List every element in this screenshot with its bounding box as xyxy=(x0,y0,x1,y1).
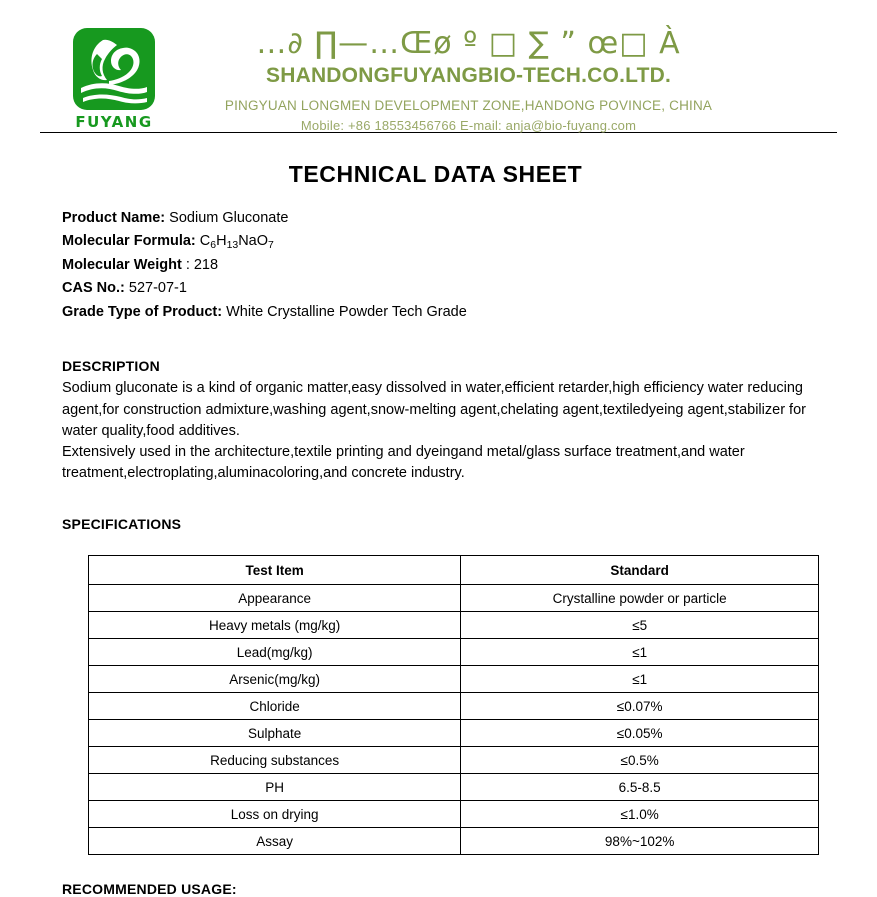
cell-test-item: Reducing substances xyxy=(89,747,461,774)
cell-standard: ≤0.07% xyxy=(461,693,819,720)
table-header-row xyxy=(89,556,819,585)
property-value: Sodium Gluconate xyxy=(169,210,289,226)
property-value: : 218 xyxy=(185,256,219,273)
cell-test-item: Heavy metals (mg/kg) xyxy=(89,612,461,639)
table-row xyxy=(89,639,819,666)
description-text xyxy=(62,378,817,484)
specifications-table-body xyxy=(89,585,819,855)
cell-standard: ≤5 xyxy=(461,612,819,639)
cell-standard: 98%~102% xyxy=(461,828,819,855)
company-name-latin: SHANDONGFUYANGBIO-TECH.CO.LTD. xyxy=(266,64,671,88)
cell-test-item: PH xyxy=(89,774,461,801)
property-row xyxy=(62,301,817,324)
table-row xyxy=(89,828,819,855)
property-value-formula: $C_6H_{13}NaO_7$ xyxy=(199,233,274,252)
letterhead xyxy=(0,0,877,134)
cell-standard: 6.5-8.5 xyxy=(461,774,819,801)
table-row xyxy=(89,801,819,828)
specifications-heading: SPECIFICATIONS xyxy=(62,516,182,533)
company-contact: Mobile: +86 18553456766 E-mail: anja@bio-fuyang.com xyxy=(300,118,637,134)
recommended-usage-heading: RECOMMENDED USAGE: xyxy=(62,881,237,897)
column-header-standard: Standard xyxy=(461,556,819,585)
company-name-cjk: …∂ ∏—…Œø º □ ∑ ” œ□ À xyxy=(256,26,681,61)
letterhead-text xyxy=(170,24,837,133)
cell-test-item: Lead(mg/kg) xyxy=(89,639,461,666)
property-row xyxy=(62,207,817,230)
cell-standard: ≤1 xyxy=(461,666,819,693)
cell-test-item: Sulphate xyxy=(89,720,461,747)
cell-test-item: Assay xyxy=(89,828,461,855)
property-label: Product Name: xyxy=(62,210,166,226)
property-label: Grade Type of Product: xyxy=(62,303,223,320)
property-value: White Crystalline Powder Tech Grade xyxy=(226,303,467,320)
cell-standard: Crystalline powder or particle xyxy=(461,585,819,612)
page-title: TECHNICAL DATA SHEET xyxy=(288,161,583,187)
cell-test-item: Chloride xyxy=(89,693,461,720)
specifications-table xyxy=(88,555,819,855)
document-body xyxy=(0,161,877,532)
property-row xyxy=(62,254,817,277)
table-row xyxy=(89,774,819,801)
table-row xyxy=(89,585,819,612)
table-row xyxy=(89,666,819,693)
property-row xyxy=(62,230,817,253)
table-row xyxy=(89,612,819,639)
property-value: 527-07-1 xyxy=(128,280,187,297)
table-row xyxy=(89,693,819,720)
cell-standard: ≤0.05% xyxy=(461,720,819,747)
description-heading: DESCRIPTION xyxy=(62,358,160,375)
description-paragraph: Sodium gluconate is a kind of organic matter,easy dissolved in water,efficient retarder,high efficiency water reducing agent,for construction admixture,washing agent,snow-melting agent,chelating agent,textiledyeing agent,stabilizer for water quality,food additives. xyxy=(62,380,806,439)
property-label: Molecular Formula: xyxy=(62,233,196,250)
property-label: Molecular Weight xyxy=(62,256,182,273)
cell-test-item: Appearance xyxy=(89,585,461,612)
cell-standard: ≤1 xyxy=(461,639,819,666)
property-label: CAS No.: xyxy=(62,280,125,297)
cell-standard: ≤0.5% xyxy=(461,747,819,774)
cell-test-item: Arsenic(mg/kg) xyxy=(89,666,461,693)
property-row xyxy=(62,277,817,300)
description-paragraph: Extensively used in the architecture,textile printing and dyeingand metal/glass surface treatment,and water treatment,electroplating,aluminacoloring,and concrete industry. xyxy=(62,443,745,482)
cell-standard: ≤1.0% xyxy=(461,801,819,828)
fuyang-wave-logo-icon xyxy=(73,28,155,110)
logo-wordmark: FUYANG xyxy=(75,113,153,131)
column-header-test-item: Test Item xyxy=(89,556,461,585)
product-properties xyxy=(62,207,817,324)
company-logo xyxy=(58,24,170,131)
company-address: PINGYUAN LONGMEN DEVELOPMENT ZONE,HANDONG POVINCE, CHINA xyxy=(224,98,713,114)
usage-section xyxy=(0,881,877,897)
table-row xyxy=(89,747,819,774)
table-row xyxy=(89,720,819,747)
specifications-table-container xyxy=(0,555,877,855)
cell-test-item: Loss on drying xyxy=(89,801,461,828)
